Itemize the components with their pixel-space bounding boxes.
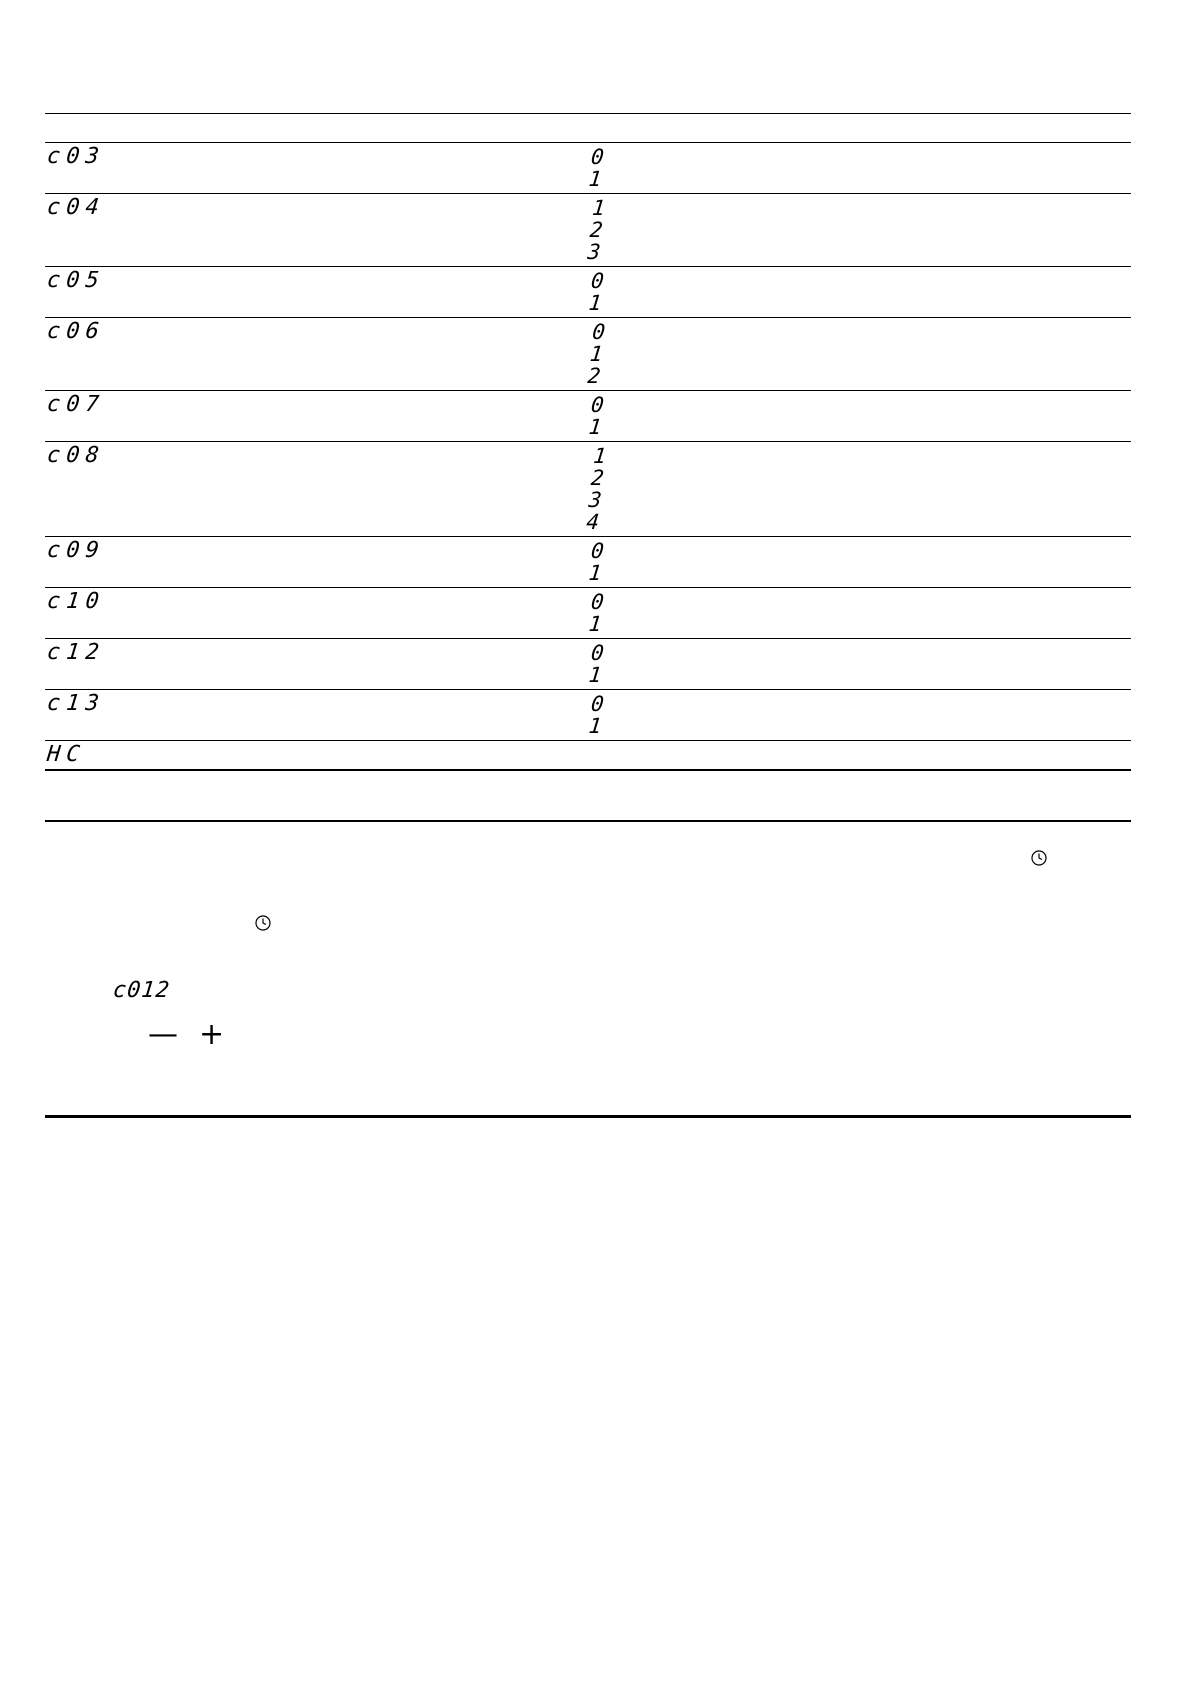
setting-value: 1 — [587, 291, 603, 315]
setting-values — [587, 321, 607, 387]
setting-value: 0 — [589, 393, 606, 417]
setting-value: 1 — [587, 561, 603, 585]
setting-value: 3 — [587, 488, 603, 512]
setting-value: 0 — [591, 320, 607, 344]
table-row — [45, 639, 1131, 690]
setting-values — [588, 146, 605, 190]
table-row — [45, 391, 1131, 442]
setting-value: 1 — [587, 663, 603, 687]
setting-value: 0 — [589, 145, 606, 169]
setting-value: 1 — [587, 612, 603, 636]
setting-values — [588, 591, 605, 635]
bottom-rule — [45, 1115, 1131, 1118]
setting-values — [588, 540, 605, 584]
setting-values — [585, 445, 607, 533]
clock-icon — [255, 915, 271, 931]
setting-code: c13 — [45, 691, 107, 716]
setting-value: 2 — [589, 466, 606, 490]
table-row — [45, 690, 1131, 741]
table-row — [45, 143, 1131, 194]
table-row — [45, 267, 1131, 318]
setting-value: 4 — [585, 510, 601, 534]
setting-value: 0 — [589, 539, 606, 563]
setting-value: 0 — [589, 269, 606, 293]
minus-icon: — — [148, 1017, 178, 1052]
setting-code: c09 — [45, 538, 107, 563]
setting-code: c03 — [45, 144, 107, 169]
setting-value: 1 — [587, 415, 603, 439]
setting-code: c08 — [45, 443, 107, 468]
settings-table — [45, 113, 1131, 771]
table-row — [45, 442, 1131, 537]
setting-value: 1 — [592, 444, 608, 468]
table-header — [45, 114, 1131, 143]
setting-values — [588, 394, 605, 438]
setting-code: c10 — [45, 589, 107, 614]
setting-code: c07 — [45, 392, 107, 417]
setting-value: 1 — [587, 167, 603, 191]
setting-value: 3 — [586, 240, 602, 264]
display-code: c012 — [111, 978, 172, 1003]
table-row — [45, 318, 1131, 391]
table-row — [45, 588, 1131, 639]
setting-value: 0 — [589, 590, 606, 614]
setting-code: c05 — [45, 268, 107, 293]
setting-code: HC — [45, 742, 87, 767]
setting-values — [588, 693, 605, 737]
table-row — [45, 194, 1131, 267]
setting-code: c12 — [45, 640, 107, 665]
setting-value: 1 — [588, 342, 604, 366]
setting-values — [588, 270, 605, 314]
setting-values — [587, 197, 607, 263]
table-row — [45, 537, 1131, 588]
setting-code: c04 — [45, 195, 107, 220]
plus-icon: + — [199, 1017, 225, 1052]
table-row — [45, 741, 1131, 771]
setting-value: 2 — [586, 364, 602, 388]
setting-value: 2 — [588, 218, 604, 242]
setting-code: c06 — [45, 319, 107, 344]
section-divider — [45, 820, 1131, 822]
clock-icon — [1031, 850, 1047, 866]
setting-value: 0 — [589, 692, 606, 716]
setting-value: 1 — [591, 196, 607, 220]
setting-value: 0 — [589, 641, 606, 665]
setting-value: 1 — [587, 714, 603, 738]
setting-values — [588, 642, 605, 686]
